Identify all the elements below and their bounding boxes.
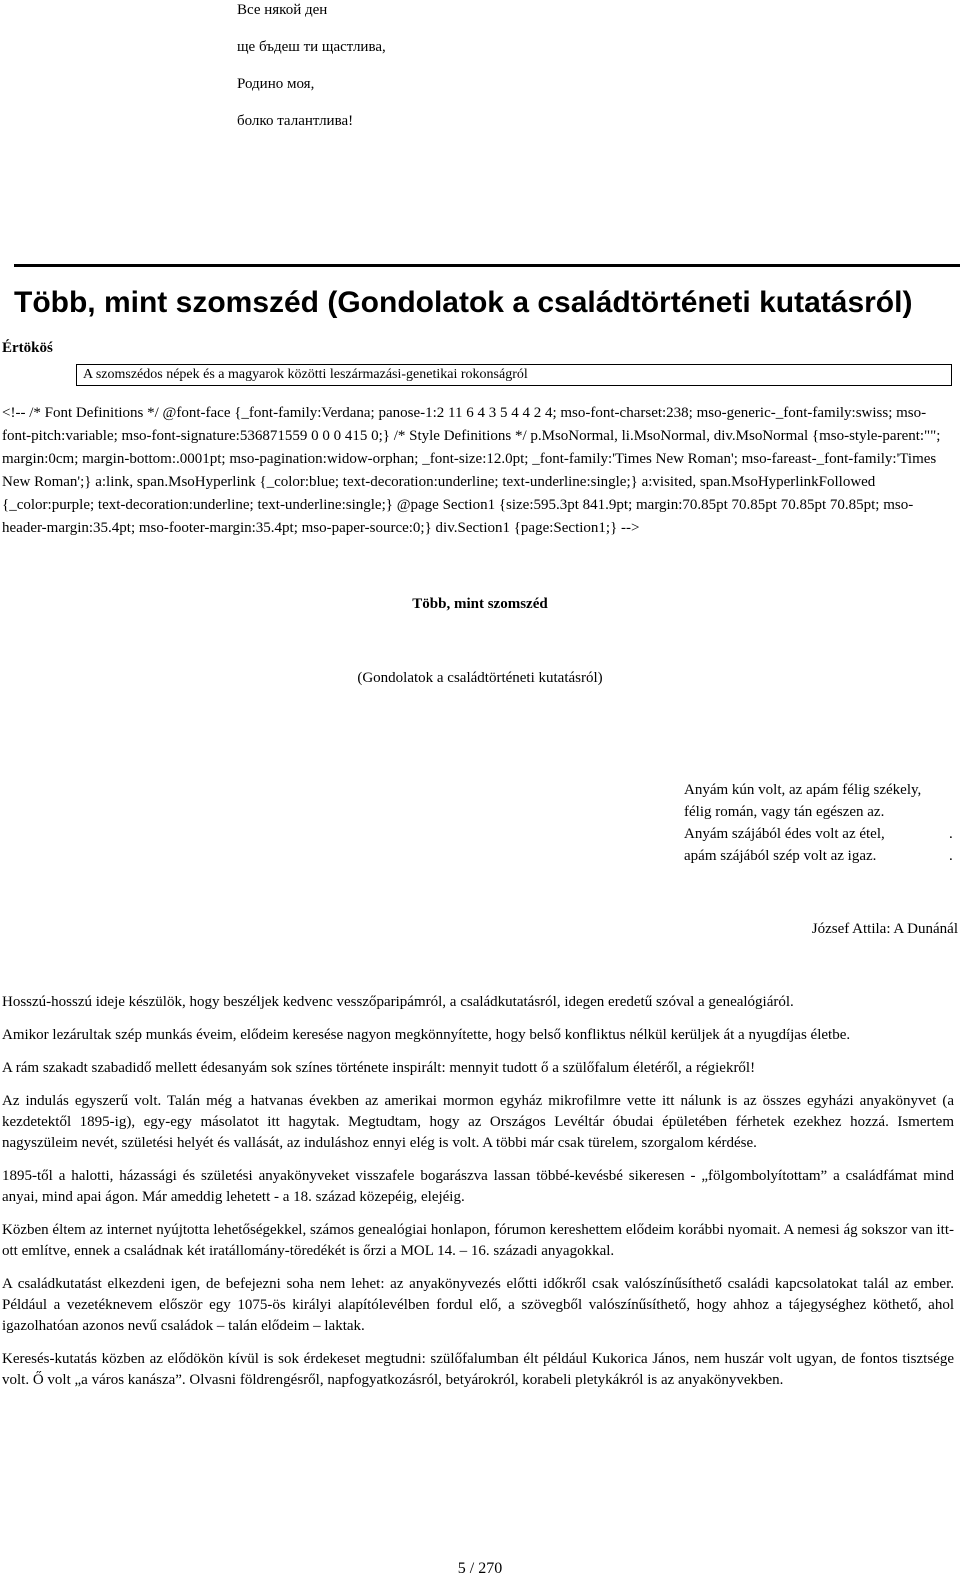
motto-line bbox=[684, 846, 953, 868]
body-text bbox=[2, 992, 954, 1403]
motto-line bbox=[684, 824, 953, 846]
motto-line-dot: . bbox=[949, 848, 953, 864]
document-subtitle: (Gondolatok a családtörténeti kutatásról) bbox=[357, 670, 603, 686]
paragraph: Keresés-kutatás közben az elődökön kívül is sok érdekeset megtudni: szülőfalumban élt például Kukorica János, nem huszár volt ugyan, de fontos tisztsége volt. Ő volt „a város kanásza”. Olvasni földrengésről, napfogyatkozásról, betyárokról, korabeli pletykákról is az anyakönyvekben. bbox=[2, 1351, 954, 1388]
paragraph: Az indulás egyszerű volt. Talán még a hatvanas években az amerikai mormon egyház mikrofilmre vette itt nálunk is az összes egyházi anyakönyvet (a kezdetektől 1895-ig), egy-egy másolatot itt hagytak. Megtudtam, hogy az Országos Levéltár óbudai épületében férhetek ezekhez hozzá. Ismertem nagyszüleim nevét, születési helyét és vallását, az induláshoz ennyi elég is volt. A többi már csak türelem, szorgalom kérdése. bbox=[2, 1093, 954, 1151]
paragraph: 1895-től a halotti, házassági és születési anyakönyveket visszafele bogarászva lassan többé-kevésbé sikeresen - „fölgombolyítottam” a családfámat mind anyai, mind apai ágon. Már ameddig lehetett - a 18. század közepéig, elejéig. bbox=[2, 1168, 954, 1205]
motto-line bbox=[684, 802, 921, 824]
paragraph: Hosszú-hosszú ideje készülök, hogy beszéljek kedvenc vesszőparipámról, a családkutatásról, idegen eredetű szóval a genealógiáról. bbox=[2, 994, 794, 1010]
motto-line-text: Anyám kún volt, az apám félig székely, bbox=[684, 782, 922, 798]
main-title: Több, mint szomszéd (Gondolatok a családtörténeti kutatásról) bbox=[14, 286, 913, 319]
document-title: Több, mint szomszéd bbox=[412, 596, 548, 612]
subtitle-box: A szomszédos népek és a magyarok közötti leszármazási-genetikai rokonságról bbox=[76, 364, 952, 386]
css-comment-text: <!-- /* Font Definitions */ @font-face {_font-family:Verdana; panose-1:2 11 6 4 3 5 4 4 2 4; mso-font-charset:238; mso-generic-_font-family:swiss; mso-font-pitch:variable; mso-font-signature:536871559 0 0 0 415 0;} /* Style Definitions */ p.MsoNormal, li.MsoNormal, div.MsoNormal {mso-style-parent:""; margin:0cm; margin-bottom:.0001pt; mso-pagination:widow-orphan; _font-size:12.0pt; _font-family:'Times New Roman'; mso-fareast-_font-family:'Times New Roman';} a:link, span.MsoHyperlink {_color:blue; text-decoration:underline; text-underline:single;} a:visited, span.MsoHyperlinkFollowed {_color:purple; text-decoration:underline; text-underline:single;} @page Section1 {size:595.3pt 841.9pt; margin:70.85pt 70.85pt 70.85pt 70.85pt; mso-header-margin:35.4pt; mso-footer-margin:35.4pt; mso-paper-source:0;} div.Section1 {page:Section1;} --> bbox=[2, 405, 941, 536]
paragraph: A rám szakadt szabadidő mellett édesanyám sok színes története inspirált: mennyit tudott ő a szülőfalum életéről, a régiekről! bbox=[2, 1060, 756, 1076]
motto-line-text: apám szájából szép volt az igaz. bbox=[684, 848, 877, 864]
poem-line: Родино моя, bbox=[237, 76, 315, 92]
author-name: Értököś bbox=[2, 340, 53, 356]
motto-poem bbox=[684, 780, 953, 868]
page-number: 5 / 270 bbox=[457, 1560, 503, 1577]
motto-line-text: Anyám szájából édes volt az étel, bbox=[684, 826, 885, 842]
motto-line-text: félig román, vagy tán egészen az. bbox=[684, 804, 885, 820]
motto-source: József Attila: A Dunánál bbox=[811, 921, 958, 937]
paragraph: Közben éltem az internet nyújtotta lehetőségekkel, számos genealógiai honlapon, fórumon kereshettem elődeim korábbi nyomait. A nemesi ág sokszor van itt-ott említve, ennek a családnak két iratállomány-töredékét is őrzi a MOL 14. – 16. századi anyagokkal. bbox=[2, 1222, 954, 1259]
motto-line bbox=[684, 780, 921, 802]
poem-line: ще бъдеш ти щастлива, bbox=[237, 39, 386, 55]
poem bbox=[237, 0, 386, 148]
poem-line: болко талантлива! bbox=[237, 113, 354, 129]
horizontal-rule bbox=[14, 264, 960, 267]
paragraph: A családkutatást elkezdeni igen, de befejezni soha nem lehet: az anyakönyvezés előtti időkről csak valószínűsíthető családi kapcsolatokat talál az ember. Például a vezetéknevem először egy 1075-ös királyi alapítólevélben fordul elő, a szövegből valószínűsíthető, hogy ahhoz a tájegységhez köthető, ahol igazolhatóan azonos nevű családok – talán elődeim – laktak. bbox=[2, 1276, 954, 1334]
poem-line: Все някой ден bbox=[237, 2, 328, 18]
motto-line-dot: . bbox=[949, 826, 953, 842]
paragraph: Amikor lezárultak szép munkás éveim, elődeim keresése nagyon megkönnyítette, hogy belső konfliktus nélkül kerüljek át a nyugdíjas életbe. bbox=[2, 1027, 851, 1043]
